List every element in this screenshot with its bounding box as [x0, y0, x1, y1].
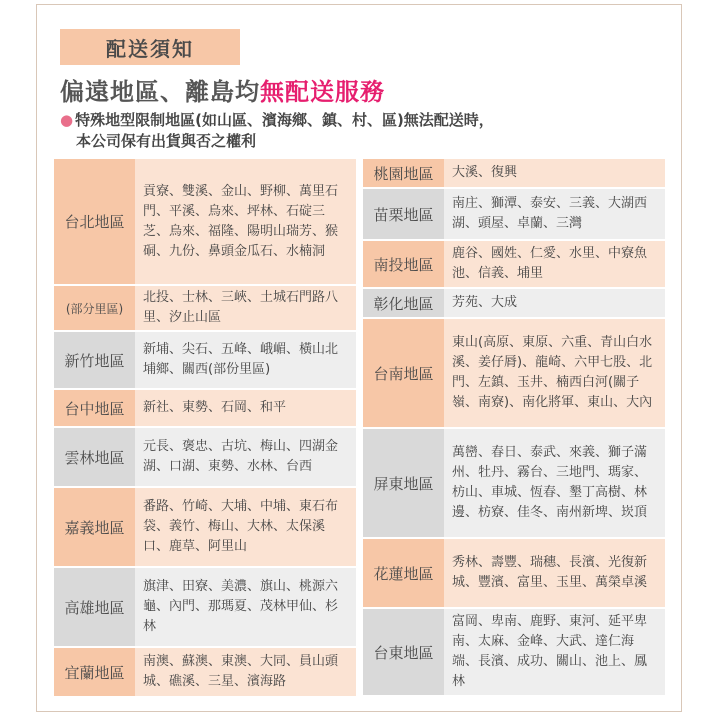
town-list: 北投、士林、三峽、土城石門路八里、汐止山區	[135, 286, 356, 330]
region-name: 新竹地區	[54, 332, 135, 388]
town-list: 富岡、卑南、鹿野、東河、延平卑南、太麻、金峰、大武、達仁海端、長濱、成功、關山、池上、鳳林	[444, 609, 665, 695]
notice-text	[60, 110, 494, 152]
region-name: 嘉義地區	[54, 488, 135, 566]
table-row	[363, 189, 665, 241]
town-list: 旗津、田寮、美濃、旗山、桃源六龜、內門、那瑪夏、茂林甲仙、杉林	[135, 568, 356, 646]
table-row	[363, 241, 665, 289]
region-name: 台南地區	[363, 319, 444, 427]
town-list: 東山(高原、東原、六重、青山白水溪、姜仔脣)、龍崎、六甲七股、北門、左鎮、玉井、楠西白河(關子嶺、南寮)、南化將軍、東山、大內	[444, 319, 665, 427]
town-list: 芳苑、大成	[444, 289, 665, 317]
town-list: 番路、竹崎、大埔、中埔、東石布袋、義竹、梅山、大林、太保溪口、鹿草、阿里山	[135, 488, 356, 566]
table-row	[54, 286, 356, 332]
region-name: 台中地區	[54, 390, 135, 426]
region-name: 彰化地區	[363, 289, 444, 317]
town-list: 新社、東勢、石岡、和平	[135, 390, 356, 426]
table-row	[363, 429, 665, 539]
table-row	[54, 390, 356, 428]
table-row	[54, 488, 356, 568]
table-row	[363, 319, 665, 429]
bullet-icon: ●	[60, 111, 74, 129]
table-row	[54, 568, 356, 648]
town-list: 南庄、獅潭、泰安、三義、大湖西湖、頭屋、卓蘭、三灣	[444, 189, 665, 239]
region-name: (部分里區)	[54, 286, 135, 330]
town-list: 萬巒、春日、泰武、來義、獅子滿州、牡丹、霧台、三地門、瑪家、枋山、車城、恆春、墾丁高樹、林邊、枋寮、佳冬、南州新埤、崁頂	[444, 429, 665, 537]
region-name: 南投地區	[363, 241, 444, 287]
region-name: 桃園地區	[363, 159, 444, 187]
right-region-table	[363, 159, 665, 697]
region-name: 宜蘭地區	[54, 648, 135, 696]
region-name: 台北地區	[54, 159, 135, 284]
notice-line-2: 本公司保有出貨與否之權利	[76, 132, 257, 150]
table-row	[363, 539, 665, 609]
region-name: 高雄地區	[54, 568, 135, 646]
table-row	[54, 428, 356, 488]
table-row	[363, 609, 665, 697]
table-row	[363, 159, 665, 189]
town-list: 秀林、壽豐、瑞穗、長濱、光復新城、豐濱、富里、玉里、萬榮卓溪	[444, 539, 665, 607]
town-list: 貢寮、雙溪、金山、野柳、萬里石門、平溪、烏來、坪林、石碇三芝、烏來、福隆、陽明山瑞芳、猴硐、九份、鼻頭金瓜石、水楠洞	[135, 159, 356, 284]
town-list: 鹿谷、國姓、仁愛、水里、中寮魚池、信義、埔里	[444, 241, 665, 287]
headline-highlight: 無配送服務	[260, 78, 385, 106]
headline-prefix: 偏遠地區、離島均	[60, 78, 260, 106]
town-list: 元長、褒忠、古坑、梅山、四湖金湖、口湖、東勢、水林、台西	[135, 428, 356, 486]
section-badge: 配送須知	[60, 29, 240, 65]
town-list: 新埔、尖石、五峰、峨嵋、橫山北埔鄉、關西(部份里區)	[135, 332, 356, 388]
region-name: 屏東地區	[363, 429, 444, 537]
table-row	[54, 159, 356, 286]
notice-line-1: 特殊地型限制地區(如山區、濱海鄉、鎮、村、區)無法配送時，	[75, 111, 494, 129]
town-list: 南澳、蘇澳、東澳、大同、員山頭城、礁溪、三星、濱海路	[135, 648, 356, 696]
region-name: 花蓮地區	[363, 539, 444, 607]
town-list: 大溪、復興	[444, 159, 665, 187]
region-name: 苗栗地區	[363, 189, 444, 239]
region-name: 台東地區	[363, 609, 444, 695]
table-row	[54, 648, 356, 698]
left-region-table	[54, 159, 356, 698]
table-row	[54, 332, 356, 390]
region-name: 雲林地區	[54, 428, 135, 486]
headline	[60, 72, 385, 107]
table-row	[363, 289, 665, 319]
